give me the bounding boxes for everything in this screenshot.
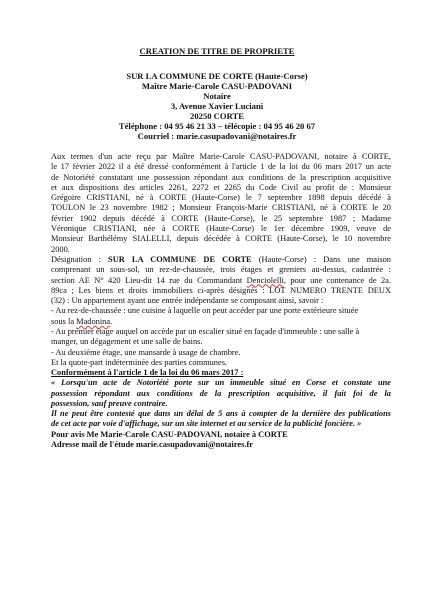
designation-commune: SUR LA COMMUNE DE CORTE: [108, 255, 252, 264]
paragraph-line: Véronique CRISTIANI, née à CORTE (Haute-Corse) le 1er décembre 1909, veuve de: [51, 224, 391, 234]
designation-line: [51, 317, 391, 327]
quote-line: de cet acte par voie d'affichage, sur un site internet et au service de la publicité foncière. »: [51, 419, 362, 429]
paragraph-line: février 1902 depuis décédé à CORTE (Haute-Corse), le 25 septembre 1987 ; Madame: [51, 213, 391, 223]
notary-address: 3, Avenue Xavier Luciani: [170, 101, 264, 111]
paragraph-line: Grégoire CRISTIANI, né à CORTE (Haute-Corse) le 7 septembre 1898 depuis décédé à: [51, 193, 391, 203]
paragraph-line: Aux termes d'un acte reçu par Maître Marie-Carole CASU-PADOVANI, notaire à CORTE,: [51, 152, 391, 161]
designation-line: - Au premier étage auquel on accède par un escalier situé en façade d'immeuble : une salle à: [51, 327, 360, 337]
signature-line: Pour avis Me Marie-Carole CASU-PADOVANI, notaire à CORTE: [51, 429, 288, 439]
designation-text: section AE N° 420 Lieu-dit 14 rue du Commandant: [51, 275, 247, 285]
office-email-line: Adresse mail de l'étude marie.casupadovani@notaires.fr: [51, 440, 253, 450]
designation-line: [51, 255, 391, 265]
document-title: CREATION DE TITRE DE PROPRIETE: [139, 46, 295, 56]
notary-phone: Téléphone : 04 95 46 21 33 – télécopie : 04 95 46 20 67: [118, 121, 316, 131]
street-name: Denciolelli: [246, 275, 284, 285]
designation-label: Désignation :: [51, 255, 109, 264]
paragraph-line: le 17 février 2022 il a été dressé conformément à l'article 1 de la loi du 06 mars 2017 un acte: [51, 162, 391, 172]
notary-postal: 20250 CORTE: [190, 111, 244, 121]
paragraph-line: Monsieur Barthélémy SIALELLI, depuis décédée à CORTE (Haute-Corse), le 10 novembre: [51, 234, 391, 244]
designation-text: sous la: [51, 316, 77, 326]
paragraph-line: 2000.: [51, 244, 70, 254]
quote-line: possession répondant aux conditions de la prescription acquisitive, il fait foi de la: [51, 388, 391, 398]
conformity-section: [51, 368, 391, 450]
commune-heading: SUR LA COMMUNE DE CORTE (Haute-Corse): [126, 71, 308, 81]
designation-line: - Au deuxième étage, une mansarde à usage de chambre.: [51, 347, 241, 357]
designation-line: [51, 276, 391, 286]
notary-role: Notaire: [203, 91, 231, 101]
quote-line: Il ne peut être contesté que dans un délai de 5 ans à compter de la dernière des publications: [51, 409, 391, 419]
intro-paragraph: [51, 152, 391, 255]
designation-line: Et la quote-part indéterminée des parties communes.: [51, 357, 228, 367]
designation-line: (32) : Un appartement ayant une entrée indépendante se composant ainsi, savoir :: [51, 296, 324, 306]
designation-text: , pour une contenance de 2a.: [283, 275, 391, 285]
designation-section: [51, 255, 391, 368]
designation-line: 89ca ; Les biens et droits immobiliers ci-après désignés : LOT NUMERO TRENTE DEUX: [51, 285, 391, 295]
designation-line: - Au rez-de-chaussée : une cuisine à laquelle on peut accéder par une porte extérieure située: [51, 306, 359, 316]
designation-text: (Haute-Corse) : Dans une maison: [251, 255, 391, 264]
notary-email: Courriel : marie.casupadovani@notaires.fr: [137, 131, 297, 141]
quote-line: « Lorsqu'un acte de Notoriété porte sur un immeuble situé en Corse et constate une: [51, 378, 391, 388]
notary-name: Maître Marie-Carole CASU-PADOVANI: [141, 81, 293, 91]
conformity-heading: Conformément à l'article 1 de la loi du 06 mars 2017 :: [51, 368, 244, 377]
paragraph-line: de Notoriété constatant une possession répondant aux conditions de la prescription acquisitive: [51, 172, 391, 182]
designation-text: .: [110, 316, 113, 326]
quote-line: possession, sauf preuve contraire.: [51, 398, 168, 408]
designation-line: comprenant un sous-sol, un rez-de-chaussée, trois étages et greniers au-dessus, cadastrée :: [51, 265, 391, 275]
designation-line: manger, un dégagement et une salle de bains.: [51, 337, 203, 347]
paragraph-line: et aux dispositions des articles 2261, 2272 et 2265 du Code Civil au profit de : Monsieur: [51, 182, 391, 192]
place-name: Madonina: [76, 316, 111, 326]
paragraph-line: TOULON le 23 novembre 1982 ; Monsieur François-Marie CRISTIANI, né à CORTE le 20: [51, 203, 391, 213]
